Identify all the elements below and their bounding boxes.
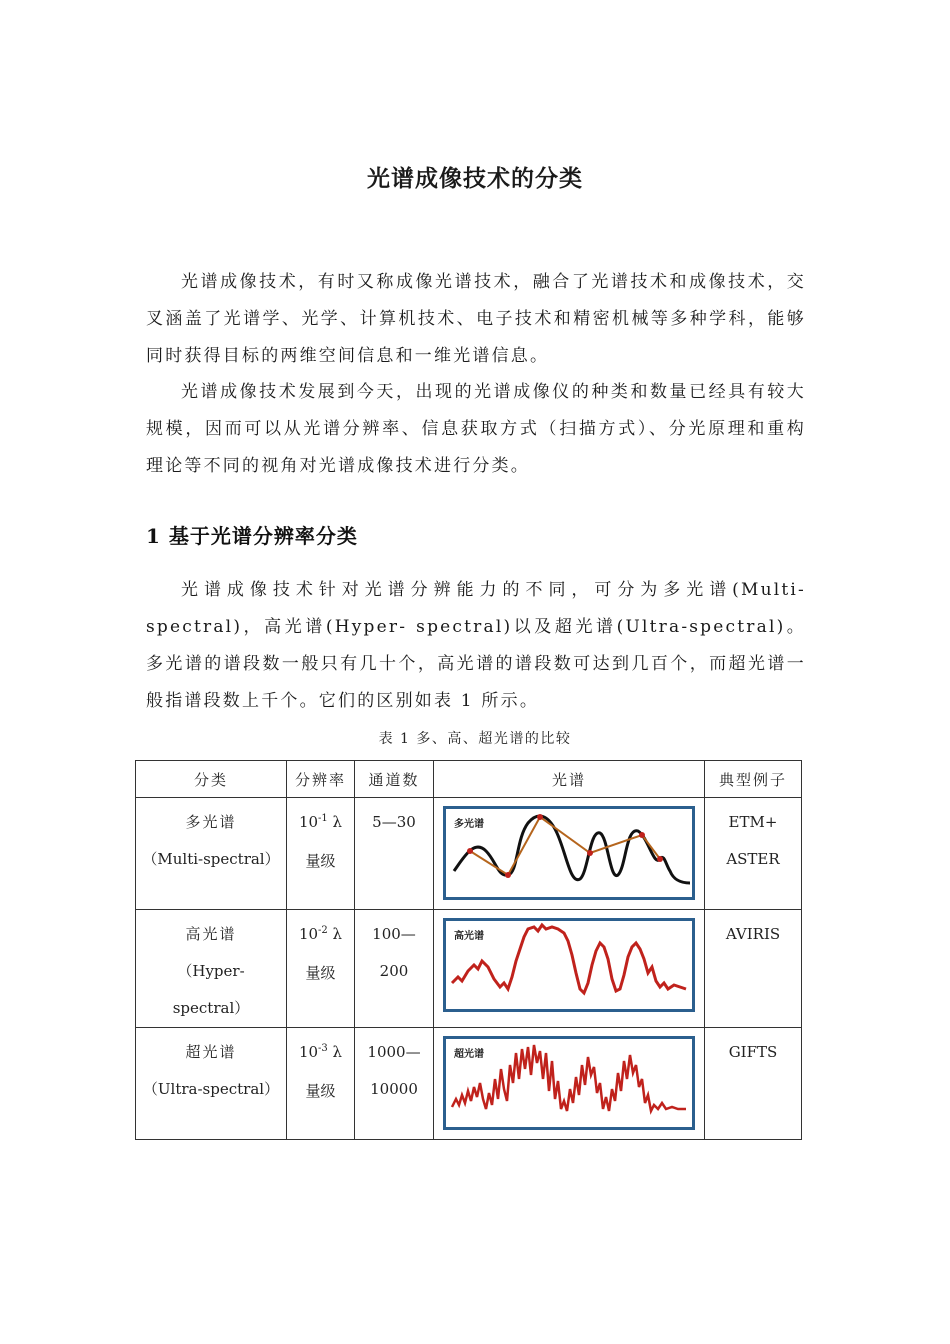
comparison-table	[135, 760, 802, 1140]
section-heading: 1 基于光谱分辨率分类	[146, 524, 358, 548]
channel-count: 1000—	[367, 1043, 421, 1061]
spectrum-label: 超光谱	[454, 1049, 484, 1060]
category-name-en: （Ultra-spectral）	[142, 1080, 280, 1098]
category-name-en: （Hyper-	[177, 962, 245, 980]
category-name-en: （Multi-spectral）	[142, 850, 280, 868]
spectrum-image-multi	[443, 806, 695, 900]
intro-paragraph-1: 光谱成像技术，有时又称成像光谱技术，融合了光谱技术和成像技术，交叉涵盖了光谱学、光学、计算机技术、电子技术和精密机械等多种学科，能够同时获得目标的两维空间信息和一维光谱信息。	[146, 272, 806, 366]
spectrum-label: 多光谱	[454, 819, 484, 830]
table-caption: 表 1 多、高、超光谱的比较	[378, 731, 572, 747]
example-item: ASTER	[726, 850, 780, 868]
resolution-level: 量级	[305, 964, 336, 982]
category-name-en-cont: spectral）	[172, 999, 250, 1017]
category-name: 多光谱	[185, 813, 237, 831]
resolution-level: 量级	[305, 1082, 336, 1100]
channel-count-cont: 10000	[370, 1080, 418, 1098]
section-paragraph: 光谱成像技术针对光谱分辨能力的不同，可分为多光谱(Multi-spectral)，高光谱(Hyper- spectral)以及超光谱(Ultra-spectral)。多光谱的谱段数一般只有几十个，高光谱的谱段数可达到几百个，而超光谱一般指谱段数上千个。它们的区别如表 1 所示。	[146, 580, 806, 711]
channel-count-cont: 200	[379, 962, 409, 980]
example-item: AVIRIS	[725, 925, 781, 943]
sample-point	[587, 850, 593, 856]
table-row	[136, 910, 802, 1028]
table-row	[136, 1028, 802, 1140]
resolution-value: $10^{-2}$ λ	[298, 925, 343, 943]
resolution-level: 量级	[305, 852, 336, 870]
multi-spectrum-curve	[454, 816, 690, 883]
header-resolution: 分辨率	[287, 761, 355, 798]
spectrum-image-ultra	[443, 1036, 695, 1130]
resolution-value: $10^{-3}$ λ	[298, 1043, 343, 1061]
table-row	[136, 798, 802, 910]
category-name: 超光谱	[185, 1043, 237, 1061]
sample-point	[537, 814, 543, 820]
multi-sample-polyline	[470, 817, 660, 875]
page-title: 光谱成像技术的分类	[367, 165, 583, 192]
table-header-row	[136, 761, 802, 798]
example-item: GIFTS	[728, 1043, 778, 1061]
channel-count: 100—	[372, 925, 416, 943]
spectrum-label: 高光谱	[454, 931, 484, 942]
resolution-value: $10^{-1}$ λ	[298, 813, 343, 831]
header-category: 分类	[136, 761, 287, 798]
header-examples: 典型例子	[705, 761, 802, 798]
header-channels: 通道数	[355, 761, 434, 798]
intro-paragraph-2: 光谱成像技术发展到今天，出现的光谱成像仪的种类和数量已经具有较大规模，因而可以从光谱分辨率、信息获取方式（扫描方式）、分光原理和重构理论等不同的视角对光谱成像技术进行分类。	[146, 382, 806, 476]
sample-point	[467, 848, 473, 854]
channel-count: 5—30	[372, 813, 416, 831]
spectrum-image-hyper	[443, 918, 695, 1012]
sample-point	[505, 872, 511, 878]
example-item: ETM+	[728, 813, 778, 831]
header-spectrum: 光谱	[434, 761, 705, 798]
sample-point	[639, 832, 645, 838]
category-name: 高光谱	[185, 925, 237, 943]
hyper-spectrum-curve	[452, 925, 686, 993]
sample-point	[657, 856, 663, 862]
ultra-spectrum-curve	[452, 1045, 686, 1111]
